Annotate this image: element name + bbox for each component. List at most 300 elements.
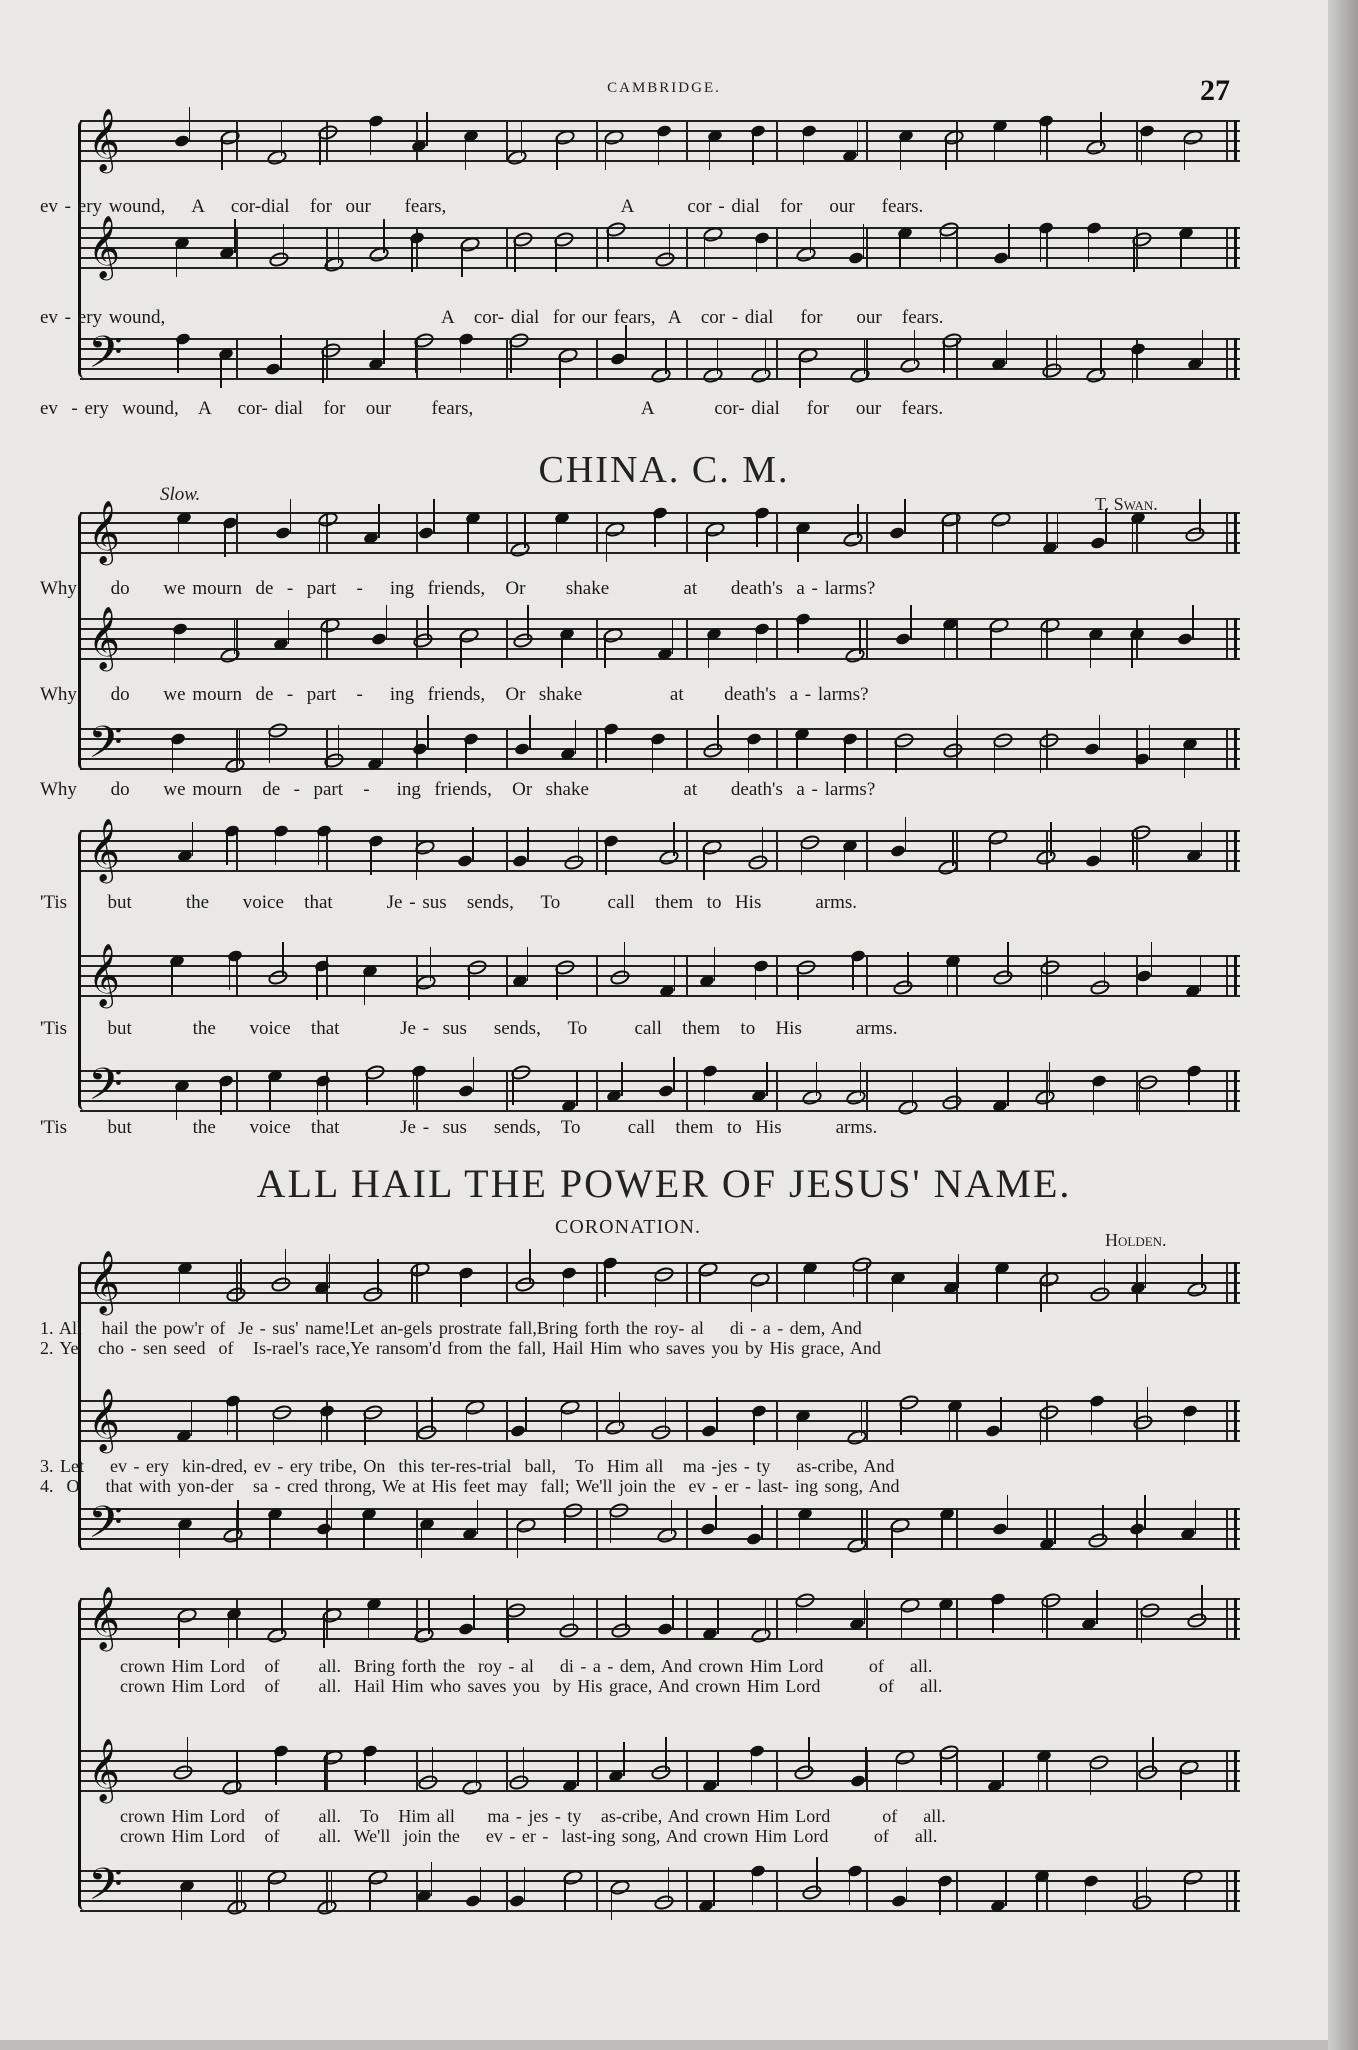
note-stem: [525, 1397, 527, 1431]
note-stem: [900, 136, 902, 170]
note-stem: [717, 1752, 719, 1786]
barline: [776, 728, 778, 768]
note-stem: [174, 629, 176, 663]
note-head: [746, 1532, 763, 1546]
note-stem: [1100, 827, 1102, 861]
note-stem: [221, 136, 223, 170]
note-stem: [906, 1867, 908, 1901]
final-barline: [1234, 1400, 1237, 1440]
china-lyric-1: Why do we mourn de - part - ing friends, Or shake at death's a - larms?: [40, 578, 876, 599]
note-stem: [179, 1268, 181, 1302]
barline: [596, 830, 598, 870]
note-stem: [1007, 1495, 1009, 1529]
barline: [1226, 955, 1228, 995]
note-stem: [1147, 1387, 1149, 1421]
treble-clef-icon: 𝄞: [88, 606, 120, 669]
note-stem: [714, 947, 716, 981]
note-stem: [945, 136, 947, 170]
note-head: [1177, 632, 1194, 646]
barline: [866, 1598, 868, 1638]
barline: [686, 120, 688, 160]
note-stem: [606, 528, 608, 562]
note-stem: [1132, 518, 1134, 552]
note-stem: [1180, 233, 1182, 267]
note-stem: [654, 513, 656, 547]
note-stem: [427, 605, 429, 639]
system-brace: [78, 120, 89, 378]
note-stem: [561, 1406, 563, 1440]
note-head: [174, 134, 191, 148]
final-barline: [1234, 1870, 1237, 1910]
barline: [1226, 1070, 1228, 1110]
cambridge-lyric-alto: ev - ery wound, A cor- dial for our fears, A cor - dial for our fears.: [40, 307, 944, 328]
music-staff: [80, 1388, 1240, 1451]
note-stem: [1100, 112, 1102, 146]
note-stem: [958, 1254, 960, 1288]
treble-clef-icon: 𝄞: [88, 1250, 120, 1313]
coronation-verse-1a: 1. All hail the pow'r of Je - sus' name!Let an-gels prostrate fall,Bring forth the roy- al di - a - dem, And: [40, 1318, 862, 1338]
note-stem: [1188, 1071, 1190, 1105]
note-stem: [1200, 957, 1202, 991]
note-stem: [364, 971, 366, 1005]
note-stem: [226, 831, 228, 865]
note-stem: [756, 238, 758, 272]
barline: [776, 512, 778, 552]
note-stem: [610, 1509, 612, 1543]
barline: [236, 227, 238, 267]
music-staff: [80, 818, 1240, 881]
note-stem: [383, 219, 385, 253]
composer-coronation: Holden.: [1105, 1230, 1167, 1250]
note-stem: [524, 1867, 526, 1901]
note-head: [464, 1894, 481, 1908]
bass-clef-icon: 𝄢: [88, 1496, 123, 1559]
note-stem: [383, 330, 385, 364]
note-stem: [460, 634, 462, 668]
note-stem: [905, 817, 907, 851]
note-stem: [529, 715, 531, 749]
note-stem: [282, 942, 284, 976]
note-stem: [411, 238, 413, 272]
note-head: [895, 632, 912, 646]
barline: [506, 120, 508, 160]
treble-clef-icon: 𝄞: [88, 108, 120, 171]
note-stem: [797, 966, 799, 1000]
note-stem: [1104, 952, 1106, 986]
note-stem: [808, 1737, 810, 1771]
note-stem: [796, 734, 798, 768]
note-stem: [323, 1614, 325, 1648]
note-stem: [1007, 942, 1009, 976]
note-stem: [989, 836, 991, 870]
barline: [596, 618, 598, 658]
note-stem: [849, 1871, 851, 1905]
coronation-verse-3a: 3. Let ev - ery kin-dred, ev - ery tribe, On this ter-res-trial ball, To Him all ma -jes - ty as-cribe, And: [40, 1456, 895, 1476]
barline: [776, 1400, 778, 1440]
barline: [596, 1400, 598, 1440]
bass-clef-icon: 𝄢: [88, 1858, 123, 1921]
note-stem: [1192, 605, 1194, 639]
note-stem: [480, 1867, 482, 1901]
note-stem: [415, 339, 417, 373]
note-stem: [1088, 228, 1090, 262]
note-stem: [625, 325, 627, 359]
note-stem: [941, 1514, 943, 1548]
note-stem: [563, 1273, 565, 1307]
note-stem: [275, 831, 277, 865]
note-head: [1129, 1522, 1146, 1536]
coronation-verse-2b: crown Him Lord of all. Hail Him who saves you by His grace, And crown Him Lord of all.: [120, 1676, 943, 1696]
barline: [596, 338, 598, 378]
note-stem: [285, 1249, 287, 1283]
note-stem: [706, 528, 708, 562]
music-staff: [80, 108, 1240, 171]
note-stem: [178, 518, 180, 552]
note-stem: [559, 354, 561, 388]
note-stem: [907, 952, 909, 986]
note-stem: [507, 1609, 509, 1643]
note-stem: [1038, 1756, 1040, 1790]
final-barline: [1234, 955, 1237, 995]
tune-name: CORONATION.: [555, 1216, 701, 1238]
music-staff: [80, 716, 1240, 779]
note-stem: [290, 499, 292, 533]
note-head: [890, 844, 907, 858]
final-barline: [1234, 1750, 1237, 1790]
note-stem: [240, 1259, 242, 1293]
note-stem: [751, 1278, 753, 1312]
barline: [416, 512, 418, 552]
note-stem: [947, 961, 949, 995]
note-head: [458, 1622, 475, 1636]
china-lyric-6: 'Tis but the voice that Je - sus sends, To call them to His arms.: [40, 1117, 878, 1138]
note-head: [265, 362, 282, 376]
note-head: [274, 526, 291, 540]
note-stem: [324, 1756, 326, 1790]
note-stem: [234, 219, 236, 253]
note-stem: [939, 1881, 941, 1915]
barline: [506, 227, 508, 267]
note-stem: [366, 1071, 368, 1105]
note-stem: [1005, 1872, 1007, 1906]
note-stem: [227, 1401, 229, 1435]
note-stem: [192, 822, 194, 856]
note-stem: [1131, 634, 1133, 668]
note-stem: [1195, 1500, 1197, 1534]
note-stem: [752, 1871, 754, 1905]
note-stem: [992, 518, 994, 552]
note-stem: [1000, 1397, 1002, 1431]
barline: [686, 618, 688, 658]
barline: [776, 1750, 778, 1790]
note-stem: [717, 340, 719, 374]
barline: [956, 1598, 958, 1638]
note-stem: [708, 634, 710, 668]
note-stem: [527, 605, 529, 639]
note-stem: [1151, 942, 1153, 976]
note-stem: [321, 1411, 323, 1445]
barline: [1136, 1070, 1138, 1110]
note-stem: [1141, 1609, 1143, 1643]
music-staff: [80, 1738, 1240, 1801]
note-stem: [573, 1595, 575, 1629]
note-head: [418, 526, 435, 540]
final-barline: [1234, 728, 1237, 768]
note-stem: [460, 1273, 462, 1307]
note-stem: [234, 620, 236, 654]
barline: [776, 618, 778, 658]
barline: [596, 120, 598, 160]
note-stem: [288, 610, 290, 644]
note-stem: [191, 1402, 193, 1436]
final-barline: [1234, 338, 1237, 378]
note-stem: [556, 966, 558, 1000]
treble-clef-icon: 𝄞: [88, 1738, 120, 1801]
barline: [1226, 1262, 1228, 1302]
note-stem: [623, 1742, 625, 1776]
note-head: [458, 1084, 475, 1098]
note-stem: [556, 136, 558, 170]
note-stem: [236, 1752, 238, 1786]
coronation-verse-4b: crown Him Lord of all. We'll join the ev - er - last-ing song, And crown Him Lord of all.: [120, 1826, 938, 1846]
barline: [686, 1400, 688, 1440]
note-stem: [844, 846, 846, 880]
note-stem: [753, 1411, 755, 1445]
note-stem: [317, 1081, 319, 1115]
note-stem: [940, 1751, 942, 1785]
note-stem: [799, 1514, 801, 1548]
barline: [956, 1870, 958, 1910]
note-stem: [1056, 335, 1058, 369]
note-stem: [709, 136, 711, 170]
note-stem: [852, 956, 854, 990]
note-stem: [369, 1876, 371, 1910]
note-stem: [331, 1495, 333, 1529]
final-barline: [1234, 1508, 1237, 1548]
note-stem: [1040, 1411, 1042, 1445]
note-stem: [605, 841, 607, 875]
note-stem: [996, 1268, 998, 1302]
barline: [506, 830, 508, 870]
note-head: [457, 854, 474, 868]
note-stem: [904, 499, 906, 533]
note-stem: [891, 1524, 893, 1558]
note-stem: [990, 624, 992, 658]
note-stem: [896, 1756, 898, 1790]
cambridge-lyric-bass: ev - ery wound, A cor- dial for our fears, A cor- dial for our fears.: [40, 398, 944, 419]
note-stem: [468, 966, 470, 1000]
barline: [956, 1750, 958, 1790]
note-stem: [940, 1604, 942, 1638]
note-stem: [861, 1402, 863, 1436]
note-stem: [578, 827, 580, 861]
note-stem: [189, 107, 191, 141]
barline: [866, 830, 868, 870]
final-barline: [1234, 618, 1237, 658]
barline: [506, 1508, 508, 1548]
note-stem: [411, 1268, 413, 1302]
note-stem: [756, 629, 758, 663]
note-stem: [477, 1500, 479, 1534]
barline: [416, 1508, 418, 1548]
note-stem: [269, 729, 271, 763]
barline: [776, 1262, 778, 1302]
barline: [326, 830, 328, 870]
note-stem: [1149, 725, 1151, 759]
barline: [776, 120, 778, 160]
barline: [776, 1598, 778, 1638]
barline: [866, 618, 868, 658]
note-stem: [228, 1614, 230, 1648]
coronation-verse-4a: 4. O that with yon-der sa - cred throng, We at His feet may fall; We'll join the ev - er - last- ing song, And: [40, 1476, 900, 1496]
note-stem: [1184, 744, 1186, 778]
note-head: [850, 1774, 867, 1788]
note-stem: [1139, 1081, 1141, 1115]
note-stem: [944, 624, 946, 658]
barline: [686, 1508, 688, 1548]
note-stem: [176, 1086, 178, 1120]
barline: [596, 227, 598, 267]
final-barline: [1234, 1070, 1237, 1110]
note-stem: [942, 518, 944, 552]
note-stem: [472, 827, 474, 861]
note-stem: [766, 1062, 768, 1096]
china-lyric-4: 'Tis but the voice that Je - sus sends, To call them to His arms.: [40, 892, 858, 913]
page-number: 27: [1200, 74, 1230, 107]
note-stem: [556, 518, 558, 552]
note-stem: [321, 624, 323, 658]
coronation-verse-3b: crown Him Lord of all. To Him all ma - jes - ty as-cribe, And crown Him Lord of all.: [120, 1806, 946, 1826]
note-stem: [178, 1614, 180, 1648]
note-stem: [224, 523, 226, 557]
note-head: [412, 742, 429, 756]
note-stem: [512, 1071, 514, 1105]
note-stem: [755, 966, 757, 1000]
treble-clef-icon: 𝄞: [88, 943, 120, 1006]
note-stem: [370, 121, 372, 155]
final-barline: [1234, 830, 1237, 870]
barline: [506, 955, 508, 995]
note-stem: [1085, 1881, 1087, 1915]
note-stem: [1040, 1278, 1042, 1312]
note-stem: [329, 1254, 331, 1288]
barline: [1226, 1400, 1228, 1440]
tempo-marking: Slow.: [160, 484, 201, 505]
barline: [956, 1508, 958, 1548]
note-stem: [229, 956, 231, 990]
note-stem: [476, 1752, 478, 1786]
note-stem: [994, 739, 996, 773]
note-stem: [1132, 831, 1134, 865]
music-staff: [80, 215, 1240, 278]
note-stem: [1090, 634, 1092, 668]
barline: [776, 955, 778, 995]
note-head: [1136, 969, 1153, 983]
note-stem: [864, 1590, 866, 1624]
note-stem: [658, 131, 660, 165]
bass-clef-icon: 𝄢: [88, 716, 123, 779]
barline: [236, 338, 238, 378]
note-stem: [669, 224, 671, 258]
treble-clef-icon: 𝄞: [88, 215, 120, 278]
final-barline: [1234, 1262, 1237, 1302]
note-stem: [901, 1604, 903, 1638]
note-stem: [1180, 1766, 1182, 1800]
note-stem: [1007, 1072, 1009, 1106]
note-head: [847, 251, 864, 265]
system-brace: [78, 512, 89, 770]
barline: [776, 1070, 778, 1110]
barline: [506, 1400, 508, 1440]
note-stem: [761, 1505, 763, 1539]
note-stem: [181, 1886, 183, 1920]
note-stem: [576, 1072, 578, 1106]
music-staff: [80, 1858, 1240, 1921]
china-lyric-3: Why do we mourn de - part - ing friends, Or shake at death's a - larms?: [40, 779, 876, 800]
note-stem: [269, 1076, 271, 1110]
final-barline: [1234, 512, 1237, 552]
barline: [866, 1070, 868, 1110]
note-head: [1090, 536, 1107, 550]
note-stem: [172, 739, 174, 773]
composer-china: T. Swan.: [1095, 494, 1158, 514]
note-stem: [1099, 715, 1101, 749]
note-head: [991, 1522, 1008, 1536]
music-staff: [80, 1586, 1240, 1649]
note-stem: [275, 1751, 277, 1785]
barline: [1226, 120, 1228, 160]
barline: [686, 1070, 688, 1110]
note-stem: [564, 1509, 566, 1543]
bass-clef-icon: 𝄢: [88, 326, 123, 389]
note-head: [610, 352, 627, 366]
note-stem: [625, 1595, 627, 1629]
note-stem: [527, 947, 529, 981]
final-barline: [1234, 1598, 1237, 1638]
note-stem: [703, 846, 705, 880]
barline: [1136, 1750, 1138, 1790]
note-head: [700, 1522, 717, 1536]
barline: [1226, 1508, 1228, 1548]
note-stem: [363, 1514, 365, 1548]
note-stem: [816, 1857, 818, 1891]
page-edge: [1328, 0, 1358, 2050]
music-staff: [80, 1058, 1240, 1121]
note-stem: [466, 1406, 468, 1440]
note-stem: [857, 504, 859, 538]
note-stem: [431, 1862, 433, 1896]
final-barline: [1234, 120, 1237, 160]
note-stem: [665, 1737, 667, 1771]
note-stem: [473, 1595, 475, 1629]
barline: [596, 1870, 598, 1910]
barline: [506, 1750, 508, 1790]
note-head: [510, 1424, 527, 1438]
note-stem: [319, 131, 321, 165]
note-stem: [912, 1072, 914, 1106]
note-stem: [1054, 1510, 1056, 1544]
note-stem: [751, 1751, 753, 1785]
barline: [776, 830, 778, 870]
note-stem: [561, 634, 563, 668]
barline: [416, 1870, 418, 1910]
note-stem: [527, 827, 529, 861]
note-stem: [674, 957, 676, 991]
barline: [1226, 1750, 1228, 1790]
note-stem: [517, 1524, 519, 1558]
note-stem: [704, 1071, 706, 1105]
note-stem: [187, 1737, 189, 1771]
